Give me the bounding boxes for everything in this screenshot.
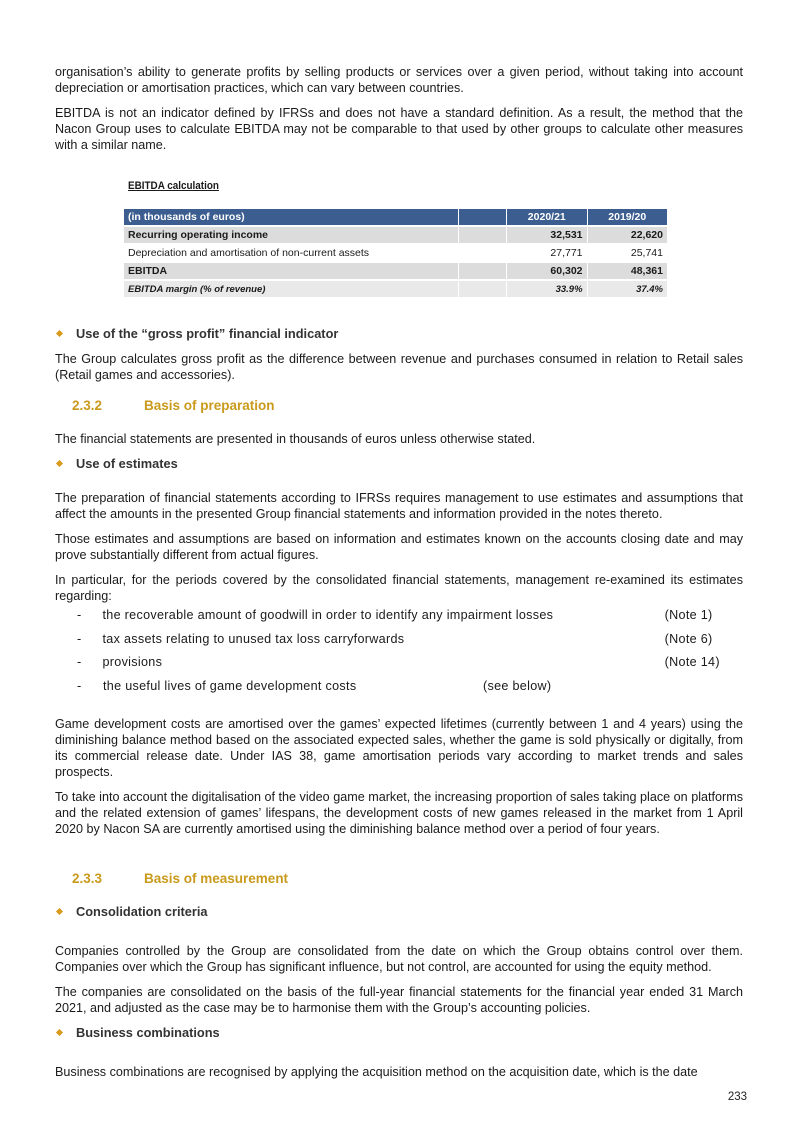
- row-label: Depreciation and amortisation of non-current assets: [128, 247, 370, 259]
- diamond-bullet-icon: [56, 330, 63, 337]
- row-value-2019-20: 25,741: [630, 247, 663, 259]
- list-item: - the useful lives of game development costs (see below): [77, 678, 552, 693]
- section-paragraph: In particular, for the periods covered by the consolidated financial statements, management re-examined its estimates regarding:: [55, 573, 743, 603]
- row-value-2020-21: 60,302: [506, 263, 586, 279]
- section-paragraph: Those estimates and assumptions are based on information and estimates known on the accounts closing date and may prove substantially different from actual figures.: [55, 532, 743, 562]
- table-row: [124, 263, 667, 279]
- list-item: - tax assets relating to unused tax loss carryforwards (Note 6): [77, 631, 713, 646]
- business-combinations-heading: Business combinations: [55, 1025, 743, 1040]
- section-paragraph: The financial statements are presented in thousands of euros unless otherwise stated.: [55, 432, 536, 446]
- section-paragraph: Business combinations are recognised by applying the acquisition method on the acquisition date, which is the date: [55, 1065, 698, 1079]
- estimates-heading: Use of estimates: [55, 456, 743, 471]
- row-value-2019-20: 48,361: [587, 263, 667, 279]
- row-value-2019-20: 37.4%: [587, 281, 667, 297]
- section-paragraph: The preparation of financial statements according to IFRSs requires management to use estimates and assumptions that affect the amounts in the presented Group financial statements and information provided in the notes thereto.: [55, 491, 743, 521]
- intro-paragraph-2: EBITDA is not an indicator defined by IFRSs and does not have a standard definition. As a result, the method that the Nacon Group uses to calculate EBITDA may not be comparable to that used by other groups to calculate other measures with a similar name.: [55, 106, 743, 152]
- row-value-2020-21: 32,531: [506, 227, 586, 243]
- diamond-bullet-icon: [56, 1029, 63, 1036]
- ebitda-table: [124, 207, 667, 299]
- row-label: EBITDA: [124, 263, 458, 279]
- section-heading-2-3-2: 2.3.2 Basis of preparation: [72, 398, 275, 413]
- gross-profit-heading: Use of the “gross profit” financial indicator: [55, 326, 743, 341]
- list-item: - provisions (Note 14): [77, 655, 720, 669]
- table-header-spacer: [458, 209, 506, 225]
- consolidation-heading: Consolidation criteria: [55, 904, 743, 919]
- diamond-bullet-icon: [56, 460, 63, 467]
- table-header-row: [124, 209, 667, 225]
- row-value-2020-21: 33.9%: [506, 281, 586, 297]
- table-header-col1: 2020/21: [506, 209, 586, 225]
- list-item: - the recoverable amount of goodwill in order to identify any impairment losses (Note 1): [77, 608, 713, 622]
- diamond-bullet-icon: [56, 908, 63, 915]
- row-value-2020-21: 27,771: [550, 247, 583, 259]
- table-row: [124, 245, 667, 261]
- section-paragraph: Game development costs are amortised over the games’ expected lifetimes (currently between 1 and 4 years) using the diminishing balance method based on the associated expected sales, whether the game is sold physically or digitally, from its commercial release date. Under IAS 38, game amortisation periods vary according to market trends and sales prospects.: [55, 717, 743, 779]
- section-paragraph: To take into account the digitalisation of the video game market, the increasing proportion of sales taking place on platforms and the related extension of games’ lifespans, the development costs of new games released in the market from 1 April 2020 by Nacon SA are currently amortised using the diminishing balance method over a period of four years.: [55, 790, 743, 836]
- gross-profit-paragraph: The Group calculates gross profit as the difference between revenue and purchases consumed in relation to Retail sales (Retail games and accessories).: [55, 352, 743, 382]
- row-label: Recurring operating income: [124, 227, 458, 243]
- page-number: 233: [727, 1091, 747, 1103]
- table-row: [124, 281, 667, 297]
- row-label: EBITDA margin (% of revenue): [124, 281, 458, 297]
- row-value-2019-20: 22,620: [587, 227, 667, 243]
- section-heading-2-3-3: 2.3.3 Basis of measurement: [72, 871, 289, 886]
- page-content: [55, 64, 743, 1089]
- section-paragraph: Companies controlled by the Group are consolidated from the date on which the Group obtains control over them. Companies over which the Group has significant influence, but not control, are accounted for using the equity method.: [55, 944, 743, 974]
- estimates-list: [55, 608, 743, 702]
- table-header-col2: 2019/20: [587, 209, 667, 225]
- table-row: [124, 227, 667, 243]
- ebitda-table-title: EBITDA calculation: [128, 180, 219, 192]
- intro-paragraph-1: organisation’s ability to generate profits by selling products or services over a given period, without taking into account depreciation or amortisation practices, which can vary between countries.: [55, 65, 743, 95]
- table-header-label: (in thousands of euros): [124, 209, 458, 225]
- section-paragraph: The companies are consolidated on the basis of the full-year financial statements for the financial year ended 31 March 2021, and adjusted as the case may be to harmonise them with the Group’s accounting policies.: [55, 985, 743, 1015]
